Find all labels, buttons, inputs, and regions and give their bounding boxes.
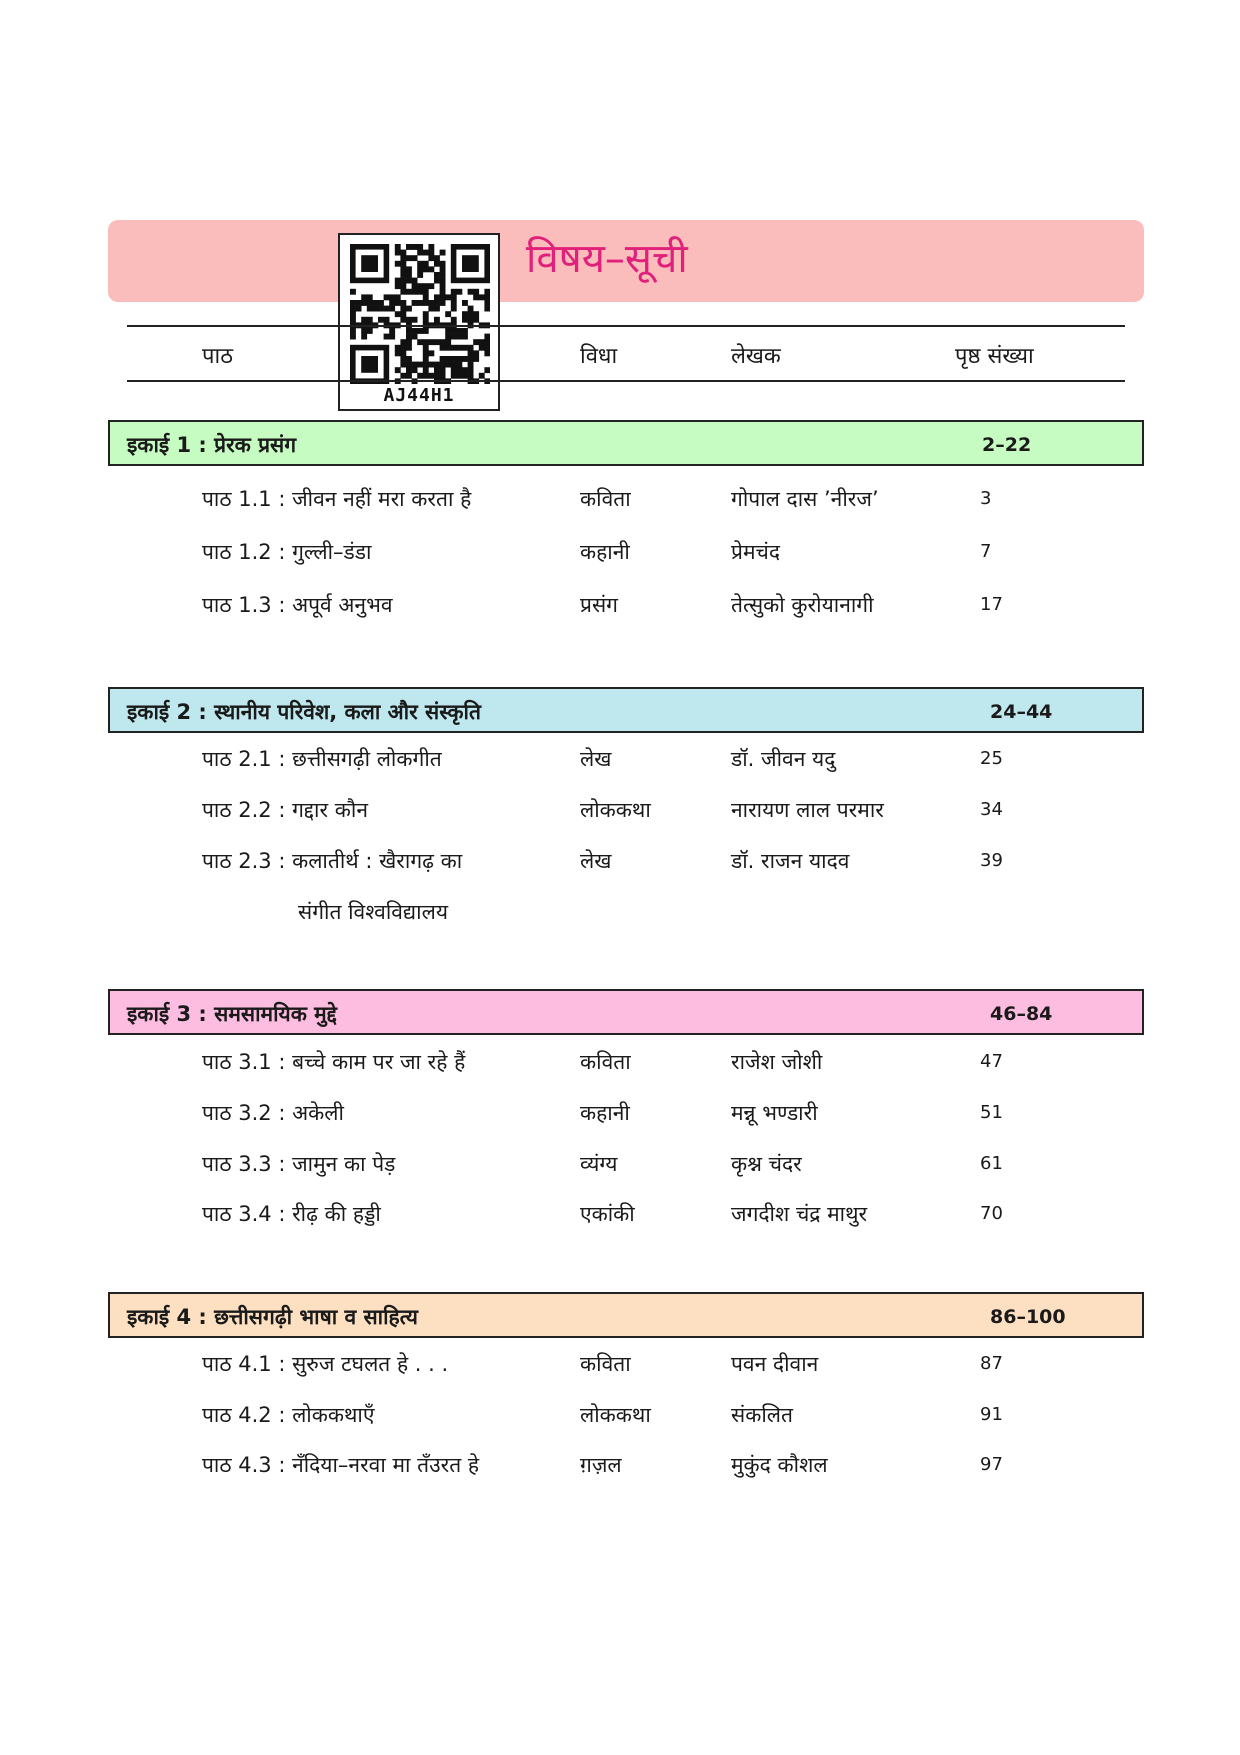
lesson-page: 39 (980, 850, 1003, 871)
lesson-author: कृश्न चंदर (731, 1152, 802, 1176)
unit-2-title: इकाई 2 : स्थानीय परिवेश, कला और संस्कृति (127, 700, 481, 724)
lesson-author: गोपाल दास ’नीरज’ (731, 487, 879, 511)
lesson-author: डॉ. जीवन यदु (731, 747, 836, 771)
lesson-title: पाठ 3.2 : अकेली (202, 1101, 344, 1125)
unit-3-bar (108, 989, 1144, 1035)
lesson-row[interactable] (0, 1099, 1240, 1139)
lesson-genre: व्यंग्य (580, 1152, 618, 1176)
unit-4-pages: 86–100 (990, 1306, 1066, 1328)
column-header-author: लेखक (731, 344, 781, 369)
lesson-genre: प्रसंग (580, 593, 618, 617)
lesson-genre: लोककथा (580, 1403, 651, 1427)
lesson-page: 51 (980, 1102, 1003, 1123)
unit-3-pages: 46–84 (990, 1003, 1053, 1025)
lesson-row[interactable] (0, 1401, 1240, 1441)
header-bottom-rule (127, 380, 1125, 382)
lesson-page: 91 (980, 1404, 1003, 1425)
lesson-author: मन्नू भण्डारी (731, 1101, 818, 1125)
lesson-title: पाठ 2.2 : गद्दार कौन (202, 798, 368, 822)
lesson-row[interactable] (0, 1200, 1240, 1240)
lesson-row[interactable] (0, 591, 1240, 631)
lesson-row[interactable] (0, 1048, 1240, 1088)
lesson-author: जगदीश चंद्र माथुर (731, 1202, 868, 1226)
lesson-author: नारायण लाल परमार (731, 798, 884, 822)
lesson-author: प्रेमचंद (731, 540, 780, 564)
lesson-row-continuation (0, 898, 1240, 938)
lesson-genre: लेख (580, 849, 612, 873)
unit-1-bar (108, 420, 1144, 466)
lesson-author: पवन दीवान (731, 1352, 819, 1376)
lesson-genre: कविता (580, 1050, 631, 1074)
lesson-genre: ग़ज़ल (580, 1453, 622, 1477)
unit-2-bar (108, 687, 1144, 733)
lesson-title-continuation: संगीत विश्वविद्यालय (298, 900, 449, 924)
column-header-page: पृष्ठ संख्या (955, 344, 1034, 369)
qr-code-icon (350, 244, 490, 384)
lesson-genre: लेख (580, 747, 612, 771)
unit-4-title: इकाई 4 : छत्तीसगढ़ी भाषा व साहित्य (127, 1305, 418, 1329)
lesson-row[interactable] (0, 1350, 1240, 1390)
lesson-genre: कहानी (580, 540, 630, 564)
column-header-lesson: पाठ (202, 344, 233, 369)
unit-4-bar (108, 1292, 1144, 1338)
lesson-page: 34 (980, 799, 1003, 820)
unit-1-pages: 2–22 (982, 434, 1032, 456)
lesson-title: पाठ 4.3 : नँदिया–नरवा मा तँउरत हे (202, 1453, 479, 1477)
lesson-row[interactable] (0, 745, 1240, 785)
lesson-genre: कविता (580, 1352, 631, 1376)
lesson-title: पाठ 3.4 : रीढ़ की हड्डी (202, 1202, 381, 1226)
lesson-genre: एकांकी (580, 1202, 635, 1226)
lesson-author: मुकुंद कौशल (731, 1453, 828, 1477)
lesson-title: पाठ 3.1 : बच्चे काम पर जा रहे हैं (202, 1050, 466, 1074)
lesson-author: संकलित (731, 1403, 793, 1427)
lesson-title: पाठ 3.3 : जामुन का पेड़ (202, 1152, 396, 1176)
lesson-row[interactable] (0, 538, 1240, 578)
lesson-title: पाठ 1.1 : जीवन नहीं मरा करता है (202, 487, 472, 511)
lesson-page: 3 (980, 488, 992, 509)
lesson-page: 97 (980, 1454, 1003, 1475)
lesson-author: डॉ. राजन यादव (731, 849, 850, 873)
unit-3-title: इकाई 3 : समसामयिक मुद्दे (127, 1002, 337, 1026)
lesson-title: पाठ 2.1 : छत्तीसगढ़ी लोकगीत (202, 747, 442, 771)
unit-2-pages: 24–44 (990, 701, 1053, 723)
header-top-rule (127, 325, 1125, 327)
lesson-genre: कहानी (580, 1101, 630, 1125)
lesson-page: 17 (980, 594, 1003, 615)
lesson-page: 7 (980, 541, 992, 562)
lesson-page: 87 (980, 1353, 1003, 1374)
lesson-page: 47 (980, 1051, 1003, 1072)
qr-code-box[interactable] (338, 233, 500, 411)
lesson-row[interactable] (0, 1150, 1240, 1190)
lesson-title: पाठ 2.3 : कलातीर्थ : खैरागढ़ का (202, 849, 463, 873)
lesson-row[interactable] (0, 847, 1240, 887)
lesson-author: राजेश जोशी (731, 1050, 823, 1074)
lesson-genre: लोककथा (580, 798, 651, 822)
lesson-page: 70 (980, 1203, 1003, 1224)
lesson-title: पाठ 1.3 : अपूर्व अनुभव (202, 593, 393, 617)
lesson-title: पाठ 4.2 : लोककथाएँ (202, 1403, 375, 1427)
lesson-page: 25 (980, 748, 1003, 769)
lesson-author: तेत्सुको कुरोयानागी (731, 593, 874, 617)
lesson-page: 61 (980, 1153, 1003, 1174)
lesson-row[interactable] (0, 485, 1240, 525)
page-title: विषय–सूची (526, 236, 688, 282)
lesson-genre: कविता (580, 487, 631, 511)
lesson-title: पाठ 1.2 : गुल्ली–डंडा (202, 540, 372, 564)
lesson-title: पाठ 4.1 : सुरुज टघलत हे . . . (202, 1352, 449, 1376)
lesson-row[interactable] (0, 1451, 1240, 1491)
unit-1-title: इकाई 1 : प्रेरक प्रसंग (127, 433, 297, 457)
lesson-row[interactable] (0, 796, 1240, 836)
column-header-genre: विधा (580, 344, 618, 369)
qr-code-label: AJ44H1 (383, 385, 455, 406)
